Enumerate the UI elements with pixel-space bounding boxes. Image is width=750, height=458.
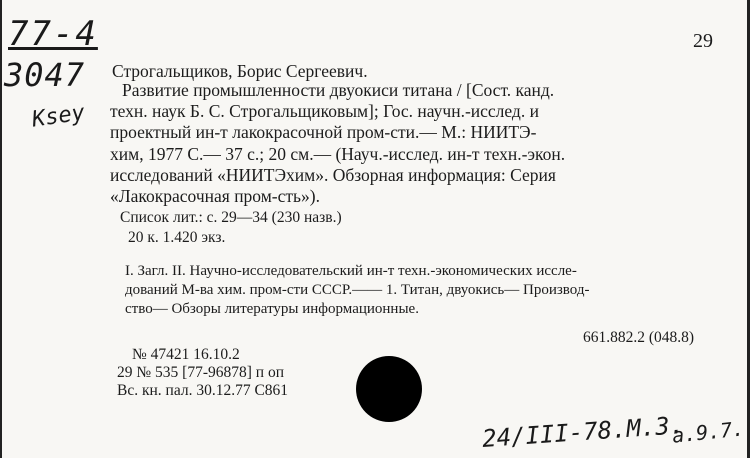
entry-body-line: техн. наук Б. С. Строгальщиковым]; Гос. научн.-исслед. и	[110, 101, 539, 121]
scan-edge-left	[0, 0, 2, 458]
entry-body-line: «Лакокрасочная пром-сть»).	[110, 186, 320, 206]
entry-body-line: исследований «НИИТЭхим». Обзорная информация: Серия	[110, 165, 556, 185]
handwritten-initials: Ksey	[30, 100, 87, 133]
entry-body-line: проектный ин-т лакокрасочной пром-сти.— М.: НИИТЭ-	[110, 122, 537, 142]
subject-heading-line: I. Загл. II. Научно-исследовательский ин-т техн.-экономических иссле-	[125, 263, 577, 279]
handwritten-code-bottom: 3047	[4, 56, 86, 94]
entry-body-line: Развитие промышленности двуокиси титана / [Сост. канд.	[122, 80, 555, 100]
subject-heading-line: дований М-ва хим. пром-сти СССР.—— 1. Титан, двуокись— Производ-	[125, 282, 590, 298]
udc-code: 661.882.2 (048.8)	[583, 329, 695, 346]
page-number: 29	[693, 30, 713, 52]
accession-registry: 29 № 535 [77-96878] п оп	[117, 364, 284, 381]
subject-heading-line: ство— Обзоры литературы информационные.	[125, 301, 419, 317]
bibliography-note: Список лит.: с. 29—34 (230 назв.)	[120, 209, 342, 226]
punch-hole-dot	[356, 356, 422, 422]
accession-chamber: Вс. кн. пал. 30.12.77 С861	[117, 382, 289, 399]
entry-body-line: хим, 1977 С.— 37 с.; 20 см.— (Науч.-исслед. ин-т техн.-экон.	[110, 144, 566, 164]
price-print-run: 20 к. 1.420 экз.	[128, 229, 226, 246]
handwritten-corner-note: a.9.7.	[670, 416, 746, 448]
author-heading: Строгальщиков, Борис Сергеевич.	[112, 61, 368, 81]
handwritten-code-top: 77-4	[8, 14, 98, 54]
handwritten-date-note: 24/III-78.M.3.	[481, 410, 686, 454]
accession-number: № 47421 16.10.2	[132, 346, 240, 363]
